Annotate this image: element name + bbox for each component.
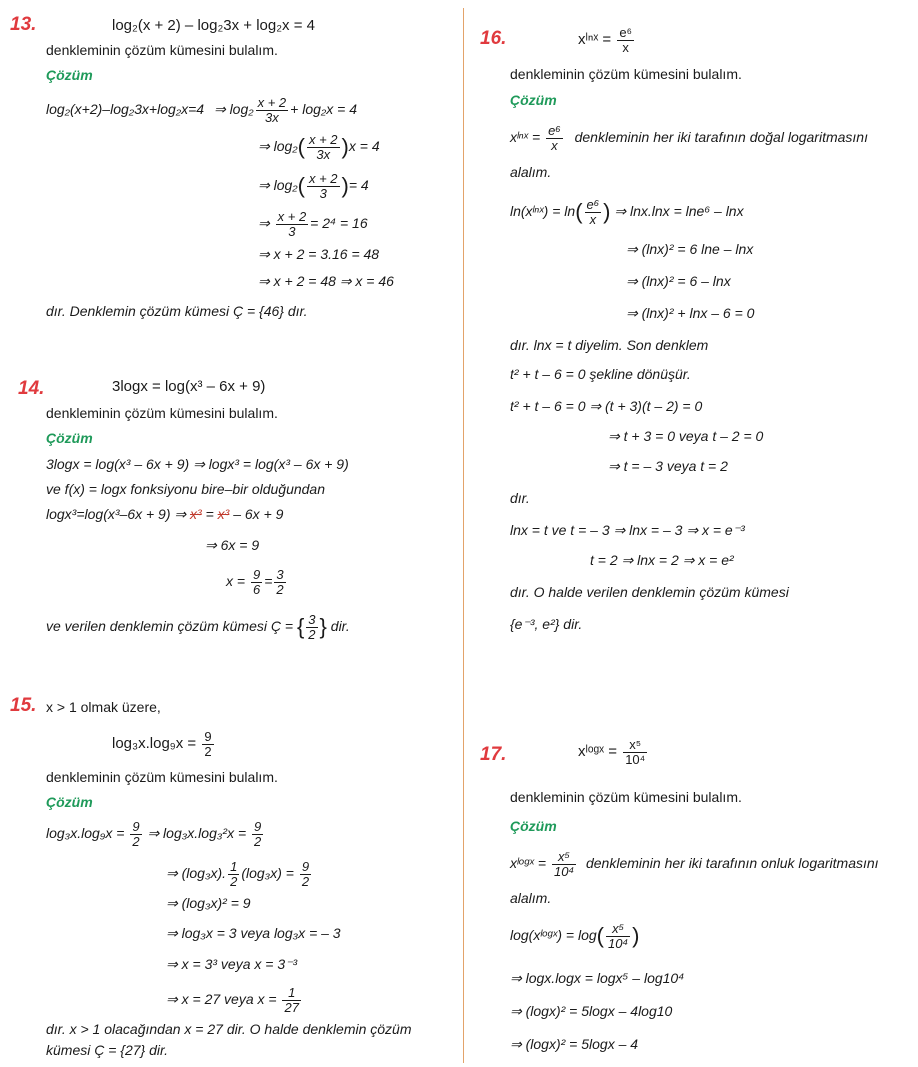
- p17-step2: ⇒ logx.logx = logx⁵ – log10⁴: [510, 970, 685, 986]
- frac-num: x + 2: [257, 95, 287, 110]
- p14-step3-lhs: logx³=log(x³–6x + 9) ⇒: [46, 506, 187, 522]
- p16-step6: t² + t – 6 = 0 şekline dönüşür.: [510, 366, 691, 382]
- frac-den: 3: [319, 185, 327, 201]
- p16-step0b: alalım.: [510, 164, 552, 180]
- problem-16-prompt: denkleminin çözüm kümesini bulalım.: [510, 66, 742, 82]
- frac-num: e⁶: [548, 123, 561, 138]
- p16-step3: ⇒ (lnx)² = 6 – lnx: [626, 273, 731, 289]
- problem-15-prompt: denkleminin çözüm kümesini bulalım.: [46, 769, 278, 785]
- p16-step1-a: ln(xˡⁿˣ) = ln: [510, 202, 576, 219]
- p13-step4: ⇒ $\frac{x + 2}{3}$ = 2⁴ = 16: [258, 209, 368, 239]
- p17-step4: ⇒ (logx)² = 5logx – 4: [510, 1036, 639, 1052]
- p15-step5: ⇒ x = 3³ veya x = 3⁻³: [166, 956, 298, 972]
- p15-step2-a: ⇒ (log₃x).: [166, 864, 227, 881]
- p14-x-equals: x =: [226, 572, 246, 589]
- frac-den: 2: [204, 743, 212, 759]
- p16-step5: dır. lnx = t diyelim. Son denklem: [510, 337, 709, 353]
- problem-17-equation: [578, 738, 649, 766]
- problem-17-number: 17.: [480, 744, 507, 765]
- p13-step1-lhs: log₂(x+2)–log₂3x+log₂x=4: [46, 100, 205, 117]
- p13-step2: ⇒ log₂( $\frac{x + 2}{3x}$ )x = 4: [258, 132, 380, 162]
- p15-conclusion-line2: kümesi Ç = {27} dir.: [46, 1042, 169, 1058]
- frac-num: x + 2: [308, 132, 338, 147]
- frac-num: x⁵: [606, 922, 630, 937]
- p16-step0-lhs: xˡⁿˣ =: [510, 128, 541, 145]
- frac-den: 2: [308, 626, 316, 642]
- frac-den: 2: [301, 873, 310, 889]
- p14-cancelled-term-2: x³: [217, 506, 230, 522]
- p15-step2-b: (log₃x) =: [241, 864, 294, 881]
- frac-num: x⁵: [623, 738, 647, 753]
- frac-den: x: [622, 39, 629, 55]
- p17-step1: log(xˡᵒᵍˣ) = log( $\frac{\text{x⁵}}{\text{10⁴}}$ ): [510, 921, 640, 951]
- p14-equals: =: [205, 506, 214, 522]
- frac-den: 3: [288, 223, 296, 239]
- frac-den: 3x: [265, 109, 279, 125]
- p16-eq-lhs: xˡⁿˣ =: [578, 31, 612, 49]
- frac-den: 10⁴: [608, 935, 629, 951]
- p14-step1: 3logx = log(x³ – 6x + 9) ⇒ logx³ = log(x³ – 6x + 9): [46, 456, 349, 472]
- problem-15-number: 15.: [10, 695, 37, 716]
- p16-step4: ⇒ (lnx)² + lnx – 6 = 0: [626, 305, 755, 321]
- frac-den: 10⁴: [553, 863, 575, 879]
- p17-step1-a: log(xˡᵒᵍˣ) = log: [510, 926, 597, 943]
- problem-16-equation: [578, 26, 636, 54]
- p14-conclusion: ve verilen denklemin çözüm kümesi Ç = { $\frac{3}{2}$ } dir.: [46, 612, 350, 642]
- p17-eq-lhs: xˡᵒᵍˣ =: [578, 743, 618, 761]
- p17-step0-lhs: xˡᵒᵍˣ =: [510, 854, 547, 871]
- frac-num: 1: [282, 986, 300, 1001]
- p14-conclusion-text: ve verilen denklemin çözüm kümesi Ç =: [46, 617, 294, 634]
- p15-step6-a: ⇒ x = 27 veya x =: [166, 990, 277, 1007]
- p13-step1: log₂(x+2)–log₂3x+log₂x=4 ⇒ log₂ $\frac{x + 2}{3x}$ + log₂x = 4: [46, 95, 357, 125]
- p15-step1-lhs: log₃x.log₉x =: [46, 824, 125, 841]
- frac-num: x + 2: [308, 171, 338, 186]
- problem-14-number: 14.: [18, 378, 45, 399]
- column-divider: [463, 8, 464, 1063]
- problem-14-equation: 3logx = log(x³ – 6x + 9): [112, 378, 266, 395]
- p13-step6: ⇒ x + 2 = 48 ⇒ x = 46: [258, 273, 394, 289]
- p16-step2: ⇒ (lnx)² = 6 lne – lnx: [626, 241, 754, 257]
- frac-den: 2: [132, 833, 140, 849]
- p15-conclusion-line1: dır. x > 1 olacağından x = 27 dir. O halde denklemin çözüm: [46, 1021, 412, 1037]
- problem-13-equation: log₂(x + 2) – log₂3x + log₂x = 4: [112, 17, 315, 34]
- p16-step10: dır.: [510, 490, 530, 506]
- problem-17-cozum-label: Çözüm: [510, 818, 557, 834]
- frac-num: 9: [252, 567, 261, 582]
- frac-num: 1: [230, 859, 238, 874]
- p16-step7: t² + t – 6 = 0 ⇒ (t + 3)(t – 2) = 0: [510, 398, 703, 414]
- p16-step1-b: ⇒ lnx.lnx = lne⁶ – lnx: [614, 202, 744, 219]
- p13-step3: ⇒ log₂( $\frac{x + 2}{3}$ )= 4: [258, 171, 369, 201]
- frac-num: 9: [204, 729, 212, 744]
- p16-step9: ⇒ t = – 3 veya t = 2: [608, 458, 728, 474]
- p15-step4: ⇒ log₃x = 3 veya log₃x = – 3: [166, 925, 341, 941]
- problem-13-cozum-label: Çözüm: [46, 67, 93, 83]
- frac-den: 3x: [316, 146, 331, 162]
- p16-step14: {e⁻³, e²} dir.: [510, 616, 583, 632]
- frac-num: 9: [301, 859, 310, 874]
- p14-step3: [46, 506, 283, 523]
- p16-step11: lnx = t ve t = – 3 ⇒ lnx = – 3 ⇒ x = e⁻³: [510, 522, 745, 538]
- frac-den: x: [551, 137, 558, 153]
- p16-step8: ⇒ t + 3 = 0 veya t – 2 = 0: [608, 428, 764, 444]
- p13-step5: ⇒ x + 2 = 3.16 = 48: [258, 246, 380, 262]
- p17-step0b: alalım.: [510, 890, 552, 906]
- p14-step2: ve f(x) = logx fonksiyonu bire–bir olduğundan: [46, 481, 326, 497]
- frac-num: 3: [276, 567, 284, 582]
- p14-cancelled-term-1: x³: [190, 506, 202, 522]
- p13-conclusion: dır. Denklemin çözüm kümesi Ç = {46} dır.: [46, 303, 308, 319]
- frac-num: e⁶: [619, 25, 632, 40]
- p16-step0: [510, 124, 868, 152]
- problem-14-cozum-label: Çözüm: [46, 430, 93, 446]
- p16-step0-text: denkleminin her iki tarafının doğal logaritmasını: [574, 128, 868, 145]
- problem-16-number: 16.: [480, 28, 507, 49]
- p15-step2: [166, 860, 313, 888]
- p16-step1: ln(xˡⁿˣ) = ln( $\frac{\text{e⁶}}{x}$ ) ⇒ lnx.lnx = lne⁶ – lnx: [510, 197, 744, 227]
- problem-15-condition: x > 1 olmak üzere,: [46, 699, 161, 715]
- p14-conclusion-end: dir.: [330, 617, 350, 634]
- p14-step4: ⇒ 6x = 9: [205, 537, 260, 553]
- frac-den: 2: [276, 581, 284, 597]
- frac-den: 2: [230, 873, 238, 889]
- p14-step3-rest: – 6x + 9: [233, 506, 284, 522]
- p15-step1: [46, 820, 265, 848]
- p15-step1-mid: ⇒ log₃x.log₃²x =: [147, 824, 247, 841]
- frac-num: e⁶: [586, 197, 600, 212]
- problem-15-equation: [112, 730, 216, 758]
- problem-13-prompt: denkleminin çözüm kümesini bulalım.: [46, 42, 278, 58]
- p14-step5: x = $\frac{9}{6}$ = $\frac{3}{2}$: [226, 567, 284, 597]
- frac-num: 9: [132, 819, 140, 834]
- problem-17-prompt: denkleminin çözüm kümesini bulalım.: [510, 789, 742, 805]
- p17-step0: [510, 850, 879, 878]
- frac-num: 3: [308, 612, 316, 627]
- problem-16-cozum-label: Çözüm: [510, 92, 557, 108]
- p15-step6: [166, 986, 303, 1014]
- frac-den: 10⁴: [625, 751, 646, 767]
- p16-step13: dır. O halde verilen denklemin çözüm kümesi: [510, 584, 789, 600]
- p16-step12: t = 2 ⇒ lnx = 2 ⇒ x = e²: [590, 552, 734, 568]
- problem-13-number: 13.: [10, 14, 37, 35]
- frac-num: x + 2: [277, 209, 307, 224]
- problem-15-cozum-label: Çözüm: [46, 794, 93, 810]
- p13-step4-rest: = 2⁴ = 16: [310, 214, 368, 231]
- frac-num: 9: [254, 819, 262, 834]
- frac-den: x: [589, 211, 597, 227]
- frac-den: 27: [284, 999, 299, 1015]
- p15-eq-lhs: log₃x.log₉x =: [112, 735, 197, 753]
- frac-num: x⁵: [552, 850, 576, 865]
- problem-14-prompt: denkleminin çözüm kümesini bulalım.: [46, 405, 278, 421]
- frac-den: 2: [254, 833, 262, 849]
- frac-den: 6: [252, 581, 261, 597]
- p17-step0-text: denkleminin her iki tarafının onluk logaritmasını: [585, 854, 879, 871]
- p17-step3: ⇒ (logx)² = 5logx – 4log10: [510, 1003, 673, 1019]
- p15-step3: ⇒ (log₃x)² = 9: [166, 895, 251, 911]
